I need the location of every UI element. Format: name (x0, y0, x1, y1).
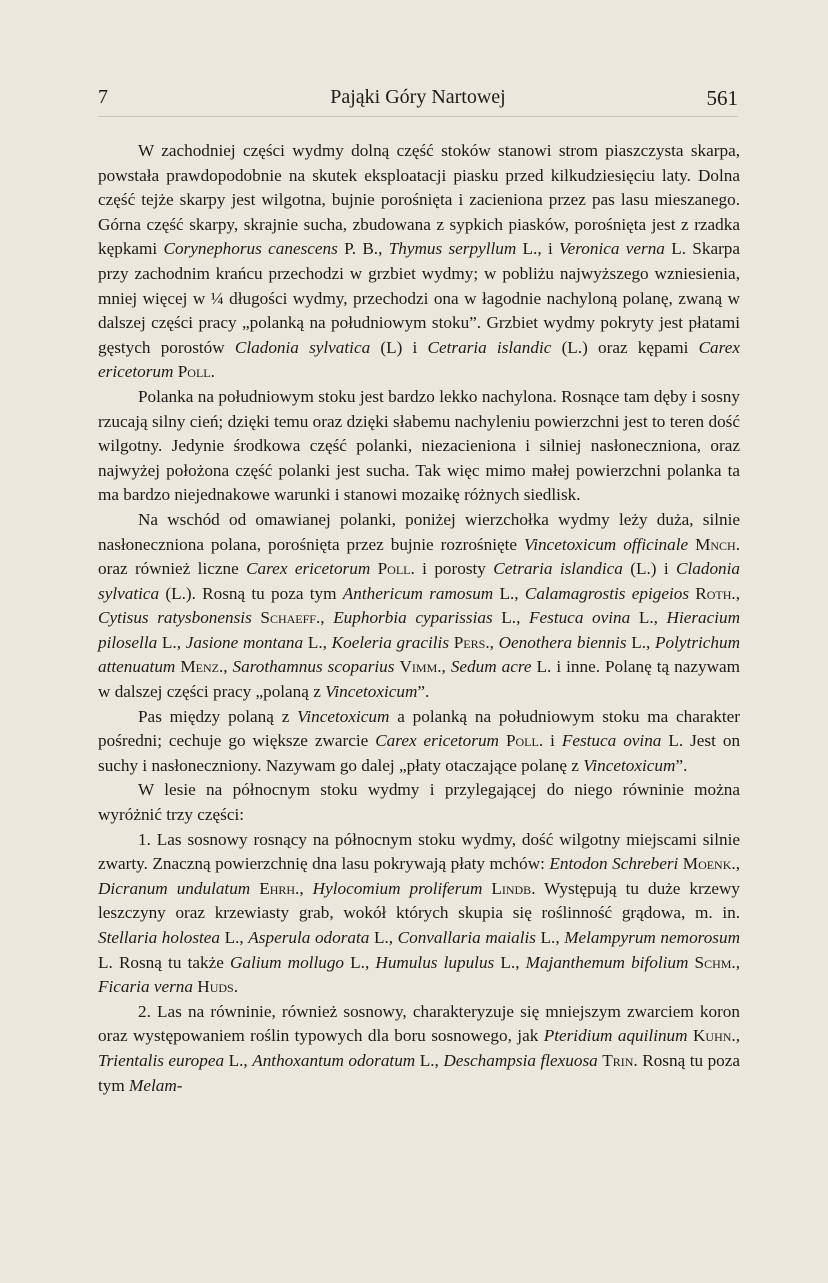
text-run: L., (415, 1050, 444, 1070)
text-run: Występują tu duże krzewy leszczyny oraz krzewiasty grab, wokół których skupia się roślinność grądowa, m. in. (98, 878, 741, 923)
text-run: L. i inne. Polanę tą nazywam w dalszej części pracy „polaną z (98, 657, 741, 702)
text-run: L., (369, 928, 398, 947)
text-run: ”. (417, 682, 430, 702)
species-name: Vincetoxicum (297, 706, 390, 726)
text-run: , (299, 878, 313, 898)
text-run: L., (303, 632, 332, 652)
species-name: Thymus serpyllum (388, 239, 517, 259)
text-run: Polanka na południowym stoku jest bardzo lekko nachylona. Rosnące tam dęby i sosny rzucają silny cień; dzięki temu oraz dzięki słabemu nachyleniu powierzchni jest to teren dość wilgotny. Jedynie środkowa część polanki, niezacieniona i silniej nasłoneczniona, oraz najwyżej położona część polanki jest sucha. Tak więc mimo małej powierzchni polanka ta ma bardzo niejednakowe warunki i stanowi mozaikę różnych siedlisk. (98, 386, 740, 505)
species-name: Dicranum undulatum (98, 878, 251, 898)
species-name: Carex ericetorum (375, 731, 499, 751)
body-text (98, 139, 740, 1098)
text-run (370, 559, 377, 578)
text-run: L. Rosną tu także (98, 952, 230, 972)
text-run: L., (626, 632, 656, 652)
species-name: Koeleria gracilis (331, 632, 450, 652)
species-name: Vincetoxicum officinale (523, 534, 689, 554)
species-name: Corynephorus canescens (163, 239, 338, 259)
text-run: L., (224, 1050, 253, 1070)
species-name: Veronica verna (559, 239, 665, 259)
species-name: Majanthemum bifolium (525, 952, 689, 972)
text-run: i porosty (414, 559, 494, 579)
species-name: Stellaria holostea (98, 928, 221, 947)
author-abbreviation: Ehrh. (259, 878, 300, 898)
species-name: Deschampsia flexuosa (443, 1050, 598, 1070)
text-run: , (441, 657, 451, 677)
text-run: L., (493, 583, 525, 603)
species-name: Polytrichum attenuatum (98, 632, 741, 677)
text-run: Pas między polaną z (138, 706, 298, 726)
species-name: Melam- (129, 1075, 183, 1095)
text-run: , (735, 583, 741, 603)
species-name: Carex ericetorum (246, 559, 371, 579)
species-name: Festuca ovina (529, 608, 631, 628)
species-name: Cladonia sylvatica (234, 337, 371, 357)
author-abbreviation: Mnch. (695, 534, 740, 554)
species-name: Sarothamnus scoparius (232, 657, 395, 677)
text-run: L. Skarpa przy zachodnim krańcu przechodzi w grzbiet wydmy; w pobliżu najwyższego wzniesienia, mniej więcej w ¼ długości wydmy, przechodzi ona w łagodnie nachyloną polanę, zwaną w dalszej części pracy „polanką na południowym stoku”. Grzbiet wydmy pokryty jest płatami gęstych porostów (98, 239, 741, 357)
text-run: (L) i (370, 337, 428, 357)
text-run: 1. Las sosnowy rosnący na północnym stoku wydmy, dość wilgotny miejscami silnie zwarty. Znaczną powierzchnię dna lasu pokrywają płaty mchów: (98, 829, 740, 874)
text-run: ”. (675, 755, 688, 775)
text-run: (L.) oraz kępami (551, 337, 699, 357)
text-run: L. Jest on suchy i nasłoneczniony. Nazywam go dalej „płaty otaczające polanę z (98, 731, 741, 775)
species-name: Pteridium aquilinum (543, 1026, 688, 1046)
paragraph (98, 508, 740, 705)
text-run: L., (494, 952, 526, 972)
species-name: Galium mollugo (229, 952, 345, 972)
species-name: Cladonia sylvatica (98, 559, 740, 603)
text-run: Na wschód od omawianej polanki, poniżej wierzchołka wydmy leży duża, silnie nasłoneczniona polana, porośnięta przez bujnie rozrośnięte (98, 509, 740, 554)
header-divider (98, 116, 738, 117)
running-title: Pająki Góry Nartowej (330, 86, 506, 108)
species-name: Ficaria verna (98, 977, 193, 997)
list-item-paragraph (98, 828, 740, 1000)
author-abbreviation: Schm. (694, 952, 736, 972)
species-name: Anthoxantum odoratum (252, 1050, 416, 1070)
text-run: , (320, 608, 334, 628)
author-abbreviation: Roth. (695, 583, 736, 603)
text-run: L., (220, 928, 249, 947)
text-run: L., (344, 952, 376, 972)
text-run: L., (630, 608, 667, 628)
text-run: i (543, 731, 562, 751)
species-name: Asperula odorata (248, 928, 370, 947)
author-abbreviation: Schaeff. (260, 608, 321, 628)
species-name: Melampyrum nemorosum (564, 928, 740, 947)
species-name: Convallaria maialis (397, 928, 536, 947)
author-abbreviation: Poll. (505, 731, 544, 751)
author-abbreviation: Vimm. (399, 657, 442, 677)
species-name: Jasione montana (185, 632, 304, 652)
author-abbreviation: Menz. (180, 657, 224, 677)
text-run: , (735, 854, 740, 874)
running-header (98, 86, 738, 116)
text-run: a polanką na południowym stoku ma charakter pośredni; cechuje go większe zwarcie (98, 706, 740, 751)
paragraph (98, 385, 740, 508)
text-run: (L.). Rosną tu poza tym (159, 583, 343, 603)
list-item-paragraph (98, 1000, 740, 1098)
author-abbreviation: Pers. (453, 632, 490, 652)
text-run: P. B., (337, 239, 389, 259)
species-name: Cetraria islandica (493, 559, 623, 579)
text-run: , (735, 952, 741, 972)
paragraph (98, 705, 740, 779)
species-name: Oenothera biennis (498, 632, 627, 652)
species-name: Euphorbia cyparissias (333, 608, 493, 628)
author-abbreviation: Lindb. (491, 878, 536, 898)
paragraph (98, 139, 740, 385)
text-run: L., (157, 632, 186, 652)
species-name: Vincetoxicum (583, 755, 676, 775)
author-abbreviation: Trin. (602, 1050, 638, 1070)
text-run: L., (492, 608, 529, 628)
species-name: Sedum acre (450, 657, 532, 677)
text-run: (L.) i (622, 559, 677, 579)
text-run: , (489, 632, 499, 652)
text-run: L., (535, 928, 565, 947)
page-number: 561 (706, 86, 738, 110)
text-run: W lesie na północnym stoku wydmy i przylegającej do niego równinie można wyróżnić trzy części: (98, 780, 740, 825)
species-name: Calamagrostis epigeios (524, 583, 690, 603)
species-name: Cytisus ratysbonensis (98, 608, 252, 628)
text-run: , (223, 657, 233, 677)
species-name: Hylocomium proliferum (312, 878, 483, 898)
species-name: Cetraria islandic (427, 337, 552, 357)
author-abbreviation: Huds. (197, 977, 239, 997)
author-abbreviation: Poll. (177, 362, 215, 382)
species-name: Anthericum ramosum (342, 583, 494, 603)
section-number: 7 (98, 86, 108, 108)
paragraph (98, 778, 740, 827)
text-run (250, 879, 259, 898)
species-name: Trientalis europea (98, 1050, 225, 1070)
author-abbreviation: Moenk. (682, 854, 736, 874)
text-run (499, 731, 506, 750)
author-abbreviation: Poll. (377, 559, 415, 579)
text-run (482, 879, 491, 898)
species-name: Humulus lupulus (375, 952, 495, 972)
species-name: Vincetoxicum (325, 682, 418, 702)
author-abbreviation: Kuhn. (693, 1026, 736, 1046)
text-run: 2. Las na równinie, również sosnowy, charakteryzuje się mniejszym zwarciem koron oraz występowaniem roślin typowych dla boru sosnowego, jak (98, 1001, 740, 1046)
text-run: Rosną tu poza tym (98, 1050, 741, 1095)
text-run: oraz również liczne (98, 559, 247, 579)
text-run: , (735, 1026, 741, 1046)
species-name: Entodon Schreberi (549, 854, 679, 874)
text-run: W zachodniej części wydmy dolną część stoków stanowi strom piaszczysta skarpa, powstała prawdopodobnie na skutek eksploatacji piasku przed kilkudziesięciu laty. Dolna część tejże skarpy jest wilgotna, bujnie porośnięta i zacieniona przez pas lasu mieszanego. Górna część skarpy, skrajnie sucha, zbudowana z sypkich piasków, porośnięta jest z rzadka kępkami (98, 141, 740, 259)
species-name: Carex ericetorum (98, 337, 740, 382)
text-run: L., i (516, 239, 560, 259)
species-name: Hieracium pilosella (98, 608, 741, 652)
species-name: Festuca ovina (561, 731, 662, 751)
